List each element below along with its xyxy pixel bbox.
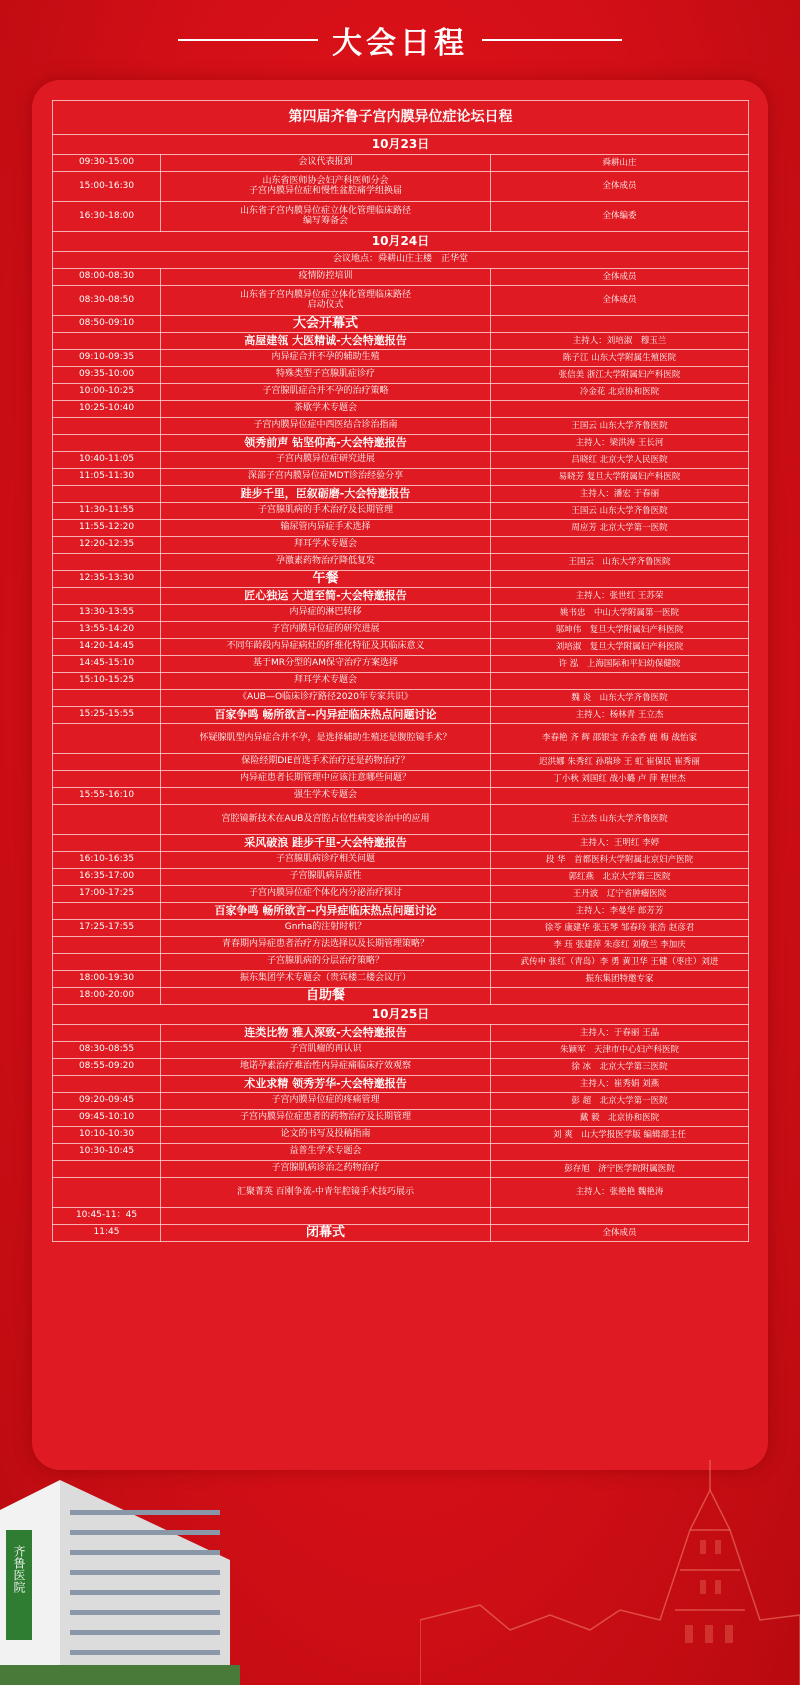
session-speaker: 许 泓 上海国际和平妇幼保健院 (491, 656, 749, 673)
session-speaker: 武传申 张红（青岛）李 勇 黄卫华 王健（枣庄）刘进 (491, 954, 749, 971)
session-topic: 地诺孕素治疗难治性内异症痛临床疗效观察 (161, 1059, 491, 1076)
session-time (53, 835, 161, 852)
table-row (53, 367, 749, 384)
table-row (53, 869, 749, 886)
session-topic: 论文的书写及投稿指南 (161, 1127, 491, 1144)
right-rule (482, 39, 622, 41)
table-row (53, 571, 749, 588)
session-time (53, 937, 161, 954)
session-speaker: 舜耕山庄 (491, 155, 749, 172)
table-row (53, 401, 749, 418)
session-speaker: 主持人：张艳艳 魏艳涛 (491, 1178, 749, 1208)
session-topic: 会议代表报到 (161, 155, 491, 172)
session-time: 09:35-10:00 (53, 367, 161, 384)
session-time (53, 690, 161, 707)
table-row (53, 707, 749, 724)
session-time: 15:55-16:10 (53, 788, 161, 805)
table-row (53, 1059, 749, 1076)
session-time (53, 754, 161, 771)
table-row (53, 937, 749, 954)
table-row (53, 503, 749, 520)
table-row (53, 724, 749, 754)
day-header-oct25: 10月25日 (53, 1005, 749, 1025)
session-speaker: 陈子江 山东大学附属生殖医院 (491, 350, 749, 367)
session-speaker: 主持人：潘宏 于春丽 (491, 486, 749, 503)
session-topic: 子宫内膜异位症中西医结合诊治指南 (161, 418, 491, 435)
session-topic: 拜耳学术专题会 (161, 537, 491, 554)
session-speaker: 魏 炎 山东大学齐鲁医院 (491, 690, 749, 707)
table-row (53, 886, 749, 903)
session-speaker: 周应芳 北京大学第一医院 (491, 520, 749, 537)
session-speaker: 邬坤伟 复旦大学附属妇产科医院 (491, 622, 749, 639)
page-title: 大会日程 (332, 26, 468, 61)
session-time: 08:30-08:55 (53, 1042, 161, 1059)
historic-building-illustration (420, 1430, 800, 1685)
session-topic: 内异症合并不孕的辅助生殖 (161, 350, 491, 367)
session-speaker: 全体成员 (491, 286, 749, 316)
session-time: 16:30-18:00 (53, 202, 161, 232)
table-row (53, 852, 749, 869)
session-speaker: 丁小秋 刘国红 战小璐 卢 萍 程世杰 (491, 771, 749, 788)
session-time: 10:40-11:05 (53, 452, 161, 469)
session-topic: 益普生学术专题会 (161, 1144, 491, 1161)
session-speaker: 徐苓 康建华 张玉琴 邹春玲 张浩 赵彦君 (491, 920, 749, 937)
session-speaker: 彭 超 北京大学第一医院 (491, 1093, 749, 1110)
session-topic: 连类比物 雅人深致-大会特邀报告 (161, 1025, 491, 1042)
table-row (53, 1025, 749, 1042)
session-time: 11:30-11:55 (53, 503, 161, 520)
session-speaker: 全体成员 (491, 1225, 749, 1242)
session-speaker: 王国云 山东大学齐鲁医院 (491, 554, 749, 571)
session-topic: 山东省医师协会妇产科医师分会 子宫内膜异位症和慢性盆腔痛学组换届 (161, 172, 491, 202)
session-time: 12:20-12:35 (53, 537, 161, 554)
table-row (53, 1178, 749, 1208)
session-time: 10:30-10:45 (53, 1144, 161, 1161)
table-row (53, 1144, 749, 1161)
session-speaker: 主持人：于春丽 王晶 (491, 1025, 749, 1042)
session-topic: 高屋建瓴 大医精诚-大会特邀报告 (161, 333, 491, 350)
session-topic: 茶歇学术专题会 (161, 401, 491, 418)
table-row (53, 1127, 749, 1144)
session-topic: 基于MR分型的AM保守治疗方案选择 (161, 656, 491, 673)
session-time: 11:45 (53, 1225, 161, 1242)
session-topic: 子宫腺肌症合并不孕的治疗策略 (161, 384, 491, 401)
session-speaker: 李春艳 齐 辉 邵银宝 乔金香 鹿 梅 战怡家 (491, 724, 749, 754)
table-row (53, 452, 749, 469)
session-topic: 大会开幕式 (161, 316, 491, 333)
session-topic: 子宫肌瘤的再认识 (161, 1042, 491, 1059)
session-topic: 子宫腺肌病诊疗相关问题 (161, 852, 491, 869)
session-topic: 拜耳学术专题会 (161, 673, 491, 690)
table-row (53, 316, 749, 333)
session-time (53, 486, 161, 503)
session-time: 11:55-12:20 (53, 520, 161, 537)
table-row (53, 622, 749, 639)
session-topic: 山东省子宫内膜异位症立体化管理临床路径 编写筹备会 (161, 202, 491, 232)
session-topic: 振东集团学术专题会（贵宾楼二楼会议厅） (161, 971, 491, 988)
session-time (53, 903, 161, 920)
session-speaker: 彭存旭 济宁医学院附属医院 (491, 1161, 749, 1178)
session-topic: 子宫腺肌病异质性 (161, 869, 491, 886)
table-row (53, 971, 749, 988)
table-row (53, 1161, 749, 1178)
session-speaker: 戴 毅 北京协和医院 (491, 1110, 749, 1127)
hospital-building-illustration (0, 1470, 240, 1685)
session-speaker: 王国云 山东大学齐鲁医院 (491, 418, 749, 435)
session-speaker: 主持人：李曼华 郎芳芳 (491, 903, 749, 920)
session-time (53, 435, 161, 452)
building-trees (0, 1665, 240, 1685)
session-time (53, 805, 161, 835)
session-time (53, 1076, 161, 1093)
session-speaker: 主持人：刘培淑 穆玉兰 (491, 333, 749, 350)
session-time (53, 954, 161, 971)
session-speaker: 张信美 浙江大学附属妇产科医院 (491, 367, 749, 384)
session-time: 18:00-19:30 (53, 971, 161, 988)
table-row (53, 537, 749, 554)
table-row (53, 469, 749, 486)
session-speaker: 刘培淑 复旦大学附属妇产科医院 (491, 639, 749, 656)
table-row (53, 1225, 749, 1242)
session-time: 17:00-17:25 (53, 886, 161, 903)
table-row (53, 673, 749, 690)
session-time (53, 418, 161, 435)
session-speaker (491, 673, 749, 690)
session-speaker (491, 401, 749, 418)
session-time: 17:25-17:55 (53, 920, 161, 937)
session-topic: 山东省子宫内膜异位症立体化管理临床路径 启动仪式 (161, 286, 491, 316)
table-row (53, 1093, 749, 1110)
table-row (53, 418, 749, 435)
session-speaker (491, 316, 749, 333)
session-time: 10:45-11：45 (53, 1208, 161, 1225)
session-speaker (491, 537, 749, 554)
table-row (53, 835, 749, 852)
table-row (53, 988, 749, 1005)
session-speaker: 全体成员 (491, 269, 749, 286)
session-speaker: 主持人：张世红 王苏荣 (491, 588, 749, 605)
session-speaker: 主持人：崔秀娟 刘燕 (491, 1076, 749, 1093)
session-speaker (491, 988, 749, 1005)
session-time: 08:50-09:10 (53, 316, 161, 333)
table-row (53, 788, 749, 805)
session-topic: 强生学术专题会 (161, 788, 491, 805)
table-row (53, 920, 749, 937)
session-time: 13:55-14:20 (53, 622, 161, 639)
session-speaker: 李 珏 张建萍 朱彦红 刘敬兰 李加庆 (491, 937, 749, 954)
session-topic: 子宫内膜异位症患者的药物治疗及长期管理 (161, 1110, 491, 1127)
session-time: 15:25-15:55 (53, 707, 161, 724)
session-time: 08:00-08:30 (53, 269, 161, 286)
session-time: 10:10-10:30 (53, 1127, 161, 1144)
session-topic: 不同年龄段内异症病灶的纤维化特征及其临床意义 (161, 639, 491, 656)
session-topic: 汇聚菁英 百刚争流-中青年腔镜手术技巧展示 (161, 1178, 491, 1208)
session-speaker: 易晓芳 复旦大学附属妇产科医院 (491, 469, 749, 486)
session-topic: 内异症患者长期管理中应该注意哪些问题？ (161, 771, 491, 788)
table-row (53, 520, 749, 537)
table-row (53, 656, 749, 673)
session-speaker (491, 788, 749, 805)
session-speaker: 姚书忠 中山大学附属第一医院 (491, 605, 749, 622)
table-row (53, 903, 749, 920)
session-time: 16:10-16:35 (53, 852, 161, 869)
session-speaker (491, 571, 749, 588)
session-topic: 匠心独运 大道至简-大会特邀报告 (161, 588, 491, 605)
schedule-table (52, 100, 749, 1242)
session-speaker: 朱颖军 天津市中心妇产科医院 (491, 1042, 749, 1059)
session-time: 14:45-15:10 (53, 656, 161, 673)
session-topic: 领秀前声 钻坚仰高-大会特邀报告 (161, 435, 491, 452)
left-rule (178, 39, 318, 41)
table-row (53, 754, 749, 771)
session-time: 09:30-15:00 (53, 155, 161, 172)
session-topic: 百家争鸣 畅所欲言--内异症临床热点问题讨论 (161, 707, 491, 724)
table-row (53, 954, 749, 971)
session-topic: 午餐 (161, 571, 491, 588)
session-topic: 特殊类型子宫腺肌症诊疗 (161, 367, 491, 384)
session-speaker: 王立杰 山东大学齐鲁医院 (491, 805, 749, 835)
session-time (53, 1161, 161, 1178)
session-topic: 跬步千里，臣叙砺磨-大会特邀报告 (161, 486, 491, 503)
session-topic: 子宫腺肌病的分层治疗策略？ (161, 954, 491, 971)
session-topic: 孕激素药物治疗降低复发 (161, 554, 491, 571)
session-time: 16:35-17:00 (53, 869, 161, 886)
session-speaker: 郭红燕 北京大学第三医院 (491, 869, 749, 886)
session-time: 14:20-14:45 (53, 639, 161, 656)
session-time: 15:00-16:30 (53, 172, 161, 202)
session-topic: 《AUB—O临床诊疗路径2020年专家共识》 (161, 690, 491, 707)
session-topic: 自助餐 (161, 988, 491, 1005)
session-time (53, 333, 161, 350)
table-row (53, 155, 749, 172)
table-row (53, 805, 749, 835)
session-time (53, 1025, 161, 1042)
table-row (53, 202, 749, 232)
session-time: 09:10-09:35 (53, 350, 161, 367)
session-speaker: 王国云 山东大学齐鲁医院 (491, 503, 749, 520)
session-topic: 术业求精 领秀芳华-大会特邀报告 (161, 1076, 491, 1093)
session-speaker: 主持人：王明红 李婷 (491, 835, 749, 852)
session-topic: 子宫内膜异位症的研究进展 (161, 622, 491, 639)
table-row (53, 690, 749, 707)
session-topic: 子宫内膜异位症的疼痛管理 (161, 1093, 491, 1110)
session-speaker: 刘 爽 山大学报医学版 编辑部主任 (491, 1127, 749, 1144)
session-topic: 青春期内异症患者治疗方法选择以及长期管理策略？ (161, 937, 491, 954)
session-topic: 深部子宫内膜异位症MDT诊治经验分享 (161, 469, 491, 486)
session-time: 08:30-08:50 (53, 286, 161, 316)
session-topic: 百家争鸣 畅所欲言--内异症临床热点问题讨论 (161, 903, 491, 920)
session-time: 08:55-09:20 (53, 1059, 161, 1076)
table-row (53, 588, 749, 605)
page-header (0, 0, 800, 80)
session-time (53, 724, 161, 754)
session-speaker: 全体成员 (491, 172, 749, 202)
table-row (53, 554, 749, 571)
session-speaker: 冷金花 北京协和医院 (491, 384, 749, 401)
table-row (53, 1042, 749, 1059)
session-topic: 子宫内膜异位症个体化内分泌治疗探讨 (161, 886, 491, 903)
session-topic: 内异症的淋巴转移 (161, 605, 491, 622)
session-topic: 保险经期DIE首选手术治疗还是药物治疗？ (161, 754, 491, 771)
skyline-outline (420, 1490, 800, 1685)
session-time (53, 771, 161, 788)
table-row (53, 172, 749, 202)
session-time: 09:45-10:10 (53, 1110, 161, 1127)
session-topic: 宫腔镜新技术在AUB及宫腔占位性病变诊治中的应用 (161, 805, 491, 835)
day-header-oct23: 10月23日 (53, 135, 749, 155)
session-time: 09:20-09:45 (53, 1093, 161, 1110)
session-speaker: 全体编委 (491, 202, 749, 232)
session-speaker: 徐 冰 北京大学第三医院 (491, 1059, 749, 1076)
session-speaker: 段 华 首都医科大学附属北京妇产医院 (491, 852, 749, 869)
table-row (53, 771, 749, 788)
table-row (53, 1208, 749, 1225)
session-speaker: 主持人：梁洪涛 王长河 (491, 435, 749, 452)
session-time: 13:30-13:55 (53, 605, 161, 622)
table-row (53, 350, 749, 367)
session-speaker: 吕晓红 北京大学人民医院 (491, 452, 749, 469)
venue-note: 会议地点：舜耕山庄主楼 正华堂 (53, 252, 749, 269)
table-row (53, 435, 749, 452)
session-topic: 疫情防控培训 (161, 269, 491, 286)
session-speaker (491, 1144, 749, 1161)
table-row (53, 1110, 749, 1127)
hospital-sign-text: 齐鲁医院 (12, 1545, 26, 1593)
table-row (53, 286, 749, 316)
tower-windows (685, 1540, 733, 1643)
session-time (53, 1178, 161, 1208)
session-time: 10:25-10:40 (53, 401, 161, 418)
session-topic: 采风破浪 跬步千里-大会特邀报告 (161, 835, 491, 852)
session-time: 10:00-10:25 (53, 384, 161, 401)
session-time (53, 588, 161, 605)
session-time: 15:10-15:25 (53, 673, 161, 690)
session-time: 18:00-20:00 (53, 988, 161, 1005)
day-header-oct24: 10月24日 (53, 232, 749, 252)
table-row (53, 384, 749, 401)
session-speaker: 王丹波 辽宁省肿瘤医院 (491, 886, 749, 903)
session-speaker: 振东集团特邀专家 (491, 971, 749, 988)
session-topic: Gnrha的注射时机？ (161, 920, 491, 937)
session-topic (161, 1208, 491, 1225)
table-row (53, 486, 749, 503)
session-topic: 子宫腺肌病诊治之药物治疗 (161, 1161, 491, 1178)
table-row (53, 1076, 749, 1093)
session-topic: 闭幕式 (161, 1225, 491, 1242)
table-row (53, 333, 749, 350)
table-row (53, 605, 749, 622)
session-topic: 子宫内膜异位症研究进展 (161, 452, 491, 469)
session-topic: 怀疑腺肌型内异症合并不孕，是选择辅助生殖还是腹腔镜手术？ (161, 724, 491, 754)
schedule-title: 第四届齐鲁子宫内膜异位症论坛日程 (53, 101, 749, 135)
session-speaker: 主持人：杨林青 王立杰 (491, 707, 749, 724)
table-row (53, 269, 749, 286)
session-speaker: 迟洪娜 朱秀红 孙瑞珍 王 虹 崔保民 崔秀丽 (491, 754, 749, 771)
table-row (53, 639, 749, 656)
session-speaker (491, 1208, 749, 1225)
session-topic: 子宫腺肌病的手术治疗及长期管理 (161, 503, 491, 520)
session-time: 12:35-13:30 (53, 571, 161, 588)
session-topic: 输尿管内异症手术选择 (161, 520, 491, 537)
session-time (53, 554, 161, 571)
session-time: 11:05-11:30 (53, 469, 161, 486)
